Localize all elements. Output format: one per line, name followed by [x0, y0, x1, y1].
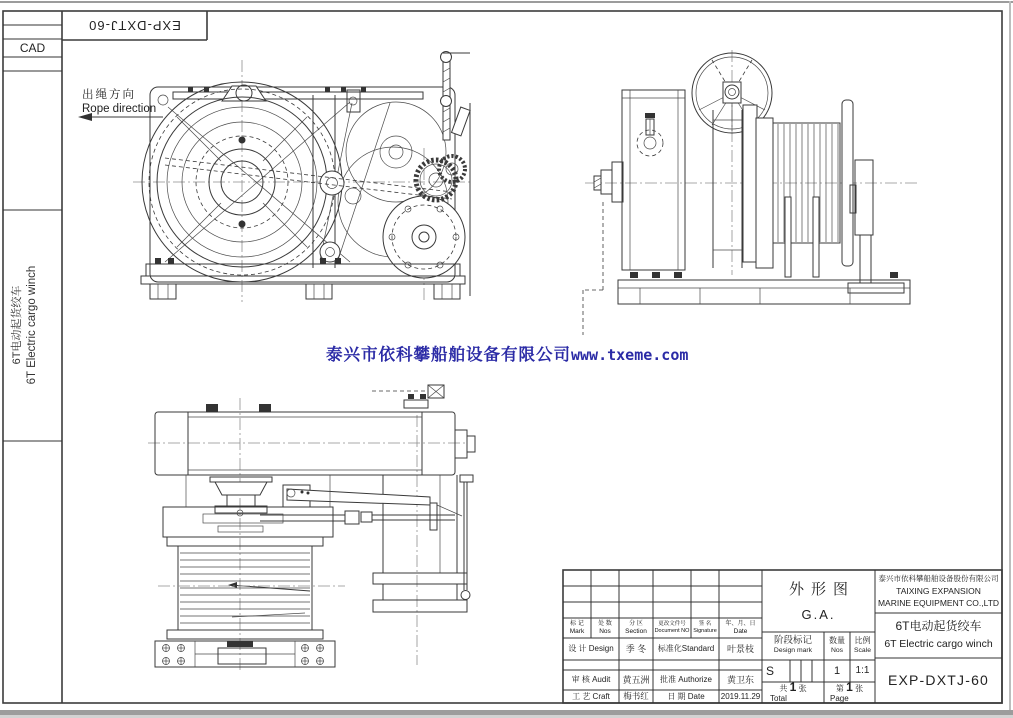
side-title-cn: 6T电动起货绞车 — [11, 285, 23, 365]
drawing-type-en: G.A. — [801, 607, 836, 622]
qty-value: 1 — [833, 665, 841, 677]
audit-name: 黄五洲 — [622, 675, 650, 685]
stage-value: S — [766, 664, 775, 678]
craft-label: 工 艺 Craft — [572, 692, 610, 701]
design-label: 设 计 Design — [568, 644, 614, 653]
side-title-vertical — [10, 220, 54, 430]
company-name-en2: MARINE EQUIPMENT CO.,LTD — [877, 598, 1000, 608]
product-name-en: 6T Electric cargo winch — [884, 638, 993, 650]
rope-direction-label — [82, 88, 202, 116]
plan-view — [148, 385, 475, 672]
company-block — [875, 570, 1002, 609]
th-section: 分 区 Section — [625, 621, 647, 635]
watermark-company: 泰兴市依科攀船舶设备有限公司 — [326, 346, 571, 364]
scale-value: 1:1 — [855, 665, 870, 676]
product-name-cn: 6T电动起货绞车 — [895, 619, 982, 633]
th-date: 年、月、日 Date — [725, 621, 756, 635]
date-value: 2019.11.29 — [720, 692, 761, 701]
rope-direction-en: Rope direction — [82, 103, 157, 115]
scale-header: 比例 Scale — [853, 636, 871, 654]
authorize-name: 黄卫东 — [726, 675, 754, 685]
drawing-number: EXP-DXTJ-60 — [887, 672, 990, 688]
watermark-url: www.txeme.com — [571, 346, 689, 364]
corner-drawing-number: EXP-DXTJ-60 — [88, 18, 181, 33]
qty-header: 数量 Nos — [829, 636, 845, 654]
craft-name: 梅书红 — [623, 691, 649, 701]
rope-direction-cn: 出绳方向 — [82, 89, 136, 101]
product-name — [875, 613, 1002, 652]
design-name: 季 冬 — [625, 644, 647, 654]
date-label: 日 期 Date — [667, 692, 705, 701]
th-nos: 处 数 Nos — [598, 621, 612, 635]
standard-label: 标准化Standard — [657, 644, 715, 653]
side-view — [583, 50, 918, 335]
audit-label: 审 核 Audit — [571, 675, 611, 684]
side-title-en: 6T Electric cargo winch — [26, 265, 38, 385]
stage-mark-header: 阶段标记 Design mark — [773, 635, 813, 654]
th-signature: 签 名 Signature — [693, 621, 717, 634]
standard-name: 叶景枝 — [726, 644, 754, 654]
total-sheets: 共 1 张 Total — [770, 680, 807, 703]
cad-label: CAD — [19, 41, 46, 55]
company-name-en1: TAIXING EXPANSION — [896, 586, 981, 596]
authorize-label: 批准 Authorize — [659, 675, 713, 684]
th-document-no: 更改文件号 Document NO — [654, 621, 690, 634]
company-name-cn: 泰兴市依科攀船舶设备股份有限公司 — [878, 574, 999, 583]
drawing-type — [762, 578, 875, 622]
page-number: 第 1 张 Page — [830, 680, 864, 703]
th-mark: 标 记 Mark — [569, 621, 585, 635]
company-watermark — [326, 341, 689, 365]
drawing-type-cn: 外形图 — [788, 581, 855, 598]
